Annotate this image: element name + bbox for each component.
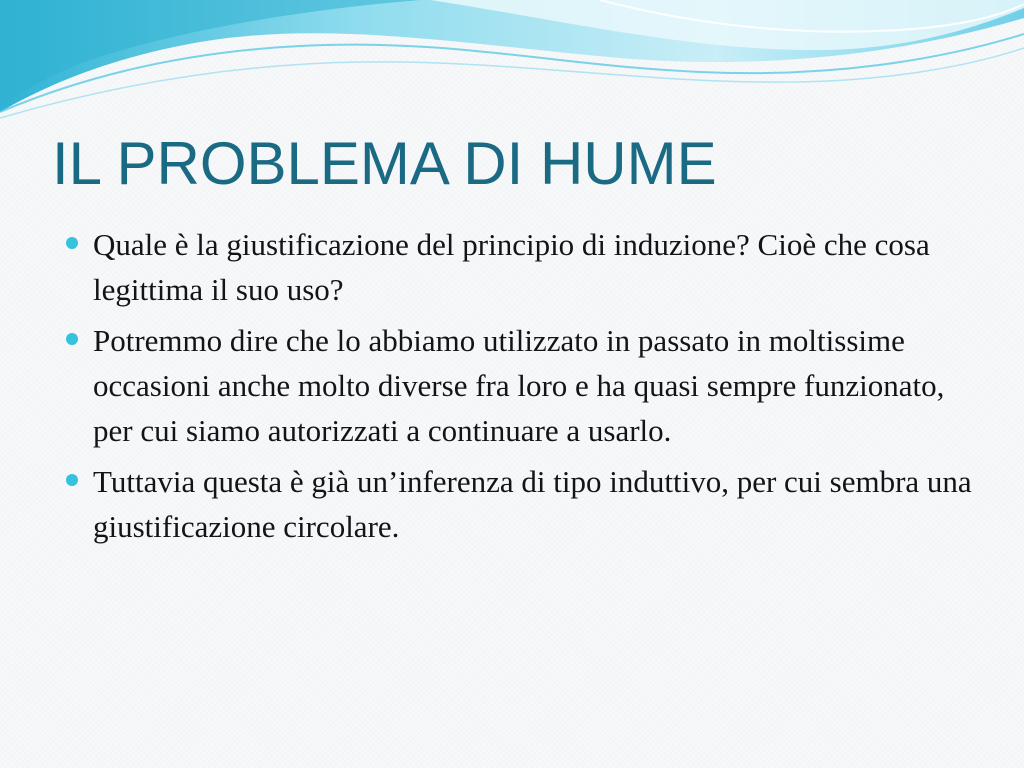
bullet-text: Tuttavia questa è già un’inferenza di tipo induttivo, per cui sembra una giustificazione circolare. [93, 464, 972, 544]
bullet-item [60, 459, 980, 549]
slide-title: IL PROBLEMA DI HUME [52, 130, 717, 197]
bullet-dot-icon [66, 333, 78, 345]
header-wave-decoration [0, 0, 1024, 130]
bullet-dot-icon [66, 237, 78, 249]
bullet-item [60, 222, 980, 312]
bullet-dot-icon [66, 474, 78, 486]
bullet-text: Potremmo dire che lo abbiamo utilizzato in passato in moltissime occasioni anche molto diverse fra loro e ha quasi sempre funzionato, per cui siamo autorizzati a continuare a usarlo. [93, 323, 945, 448]
bullet-item [60, 318, 980, 453]
bullet-text: Quale è la giustificazione del principio di induzione? Cioè che cosa legittima il suo uso? [93, 227, 930, 307]
bullet-list [60, 222, 980, 555]
